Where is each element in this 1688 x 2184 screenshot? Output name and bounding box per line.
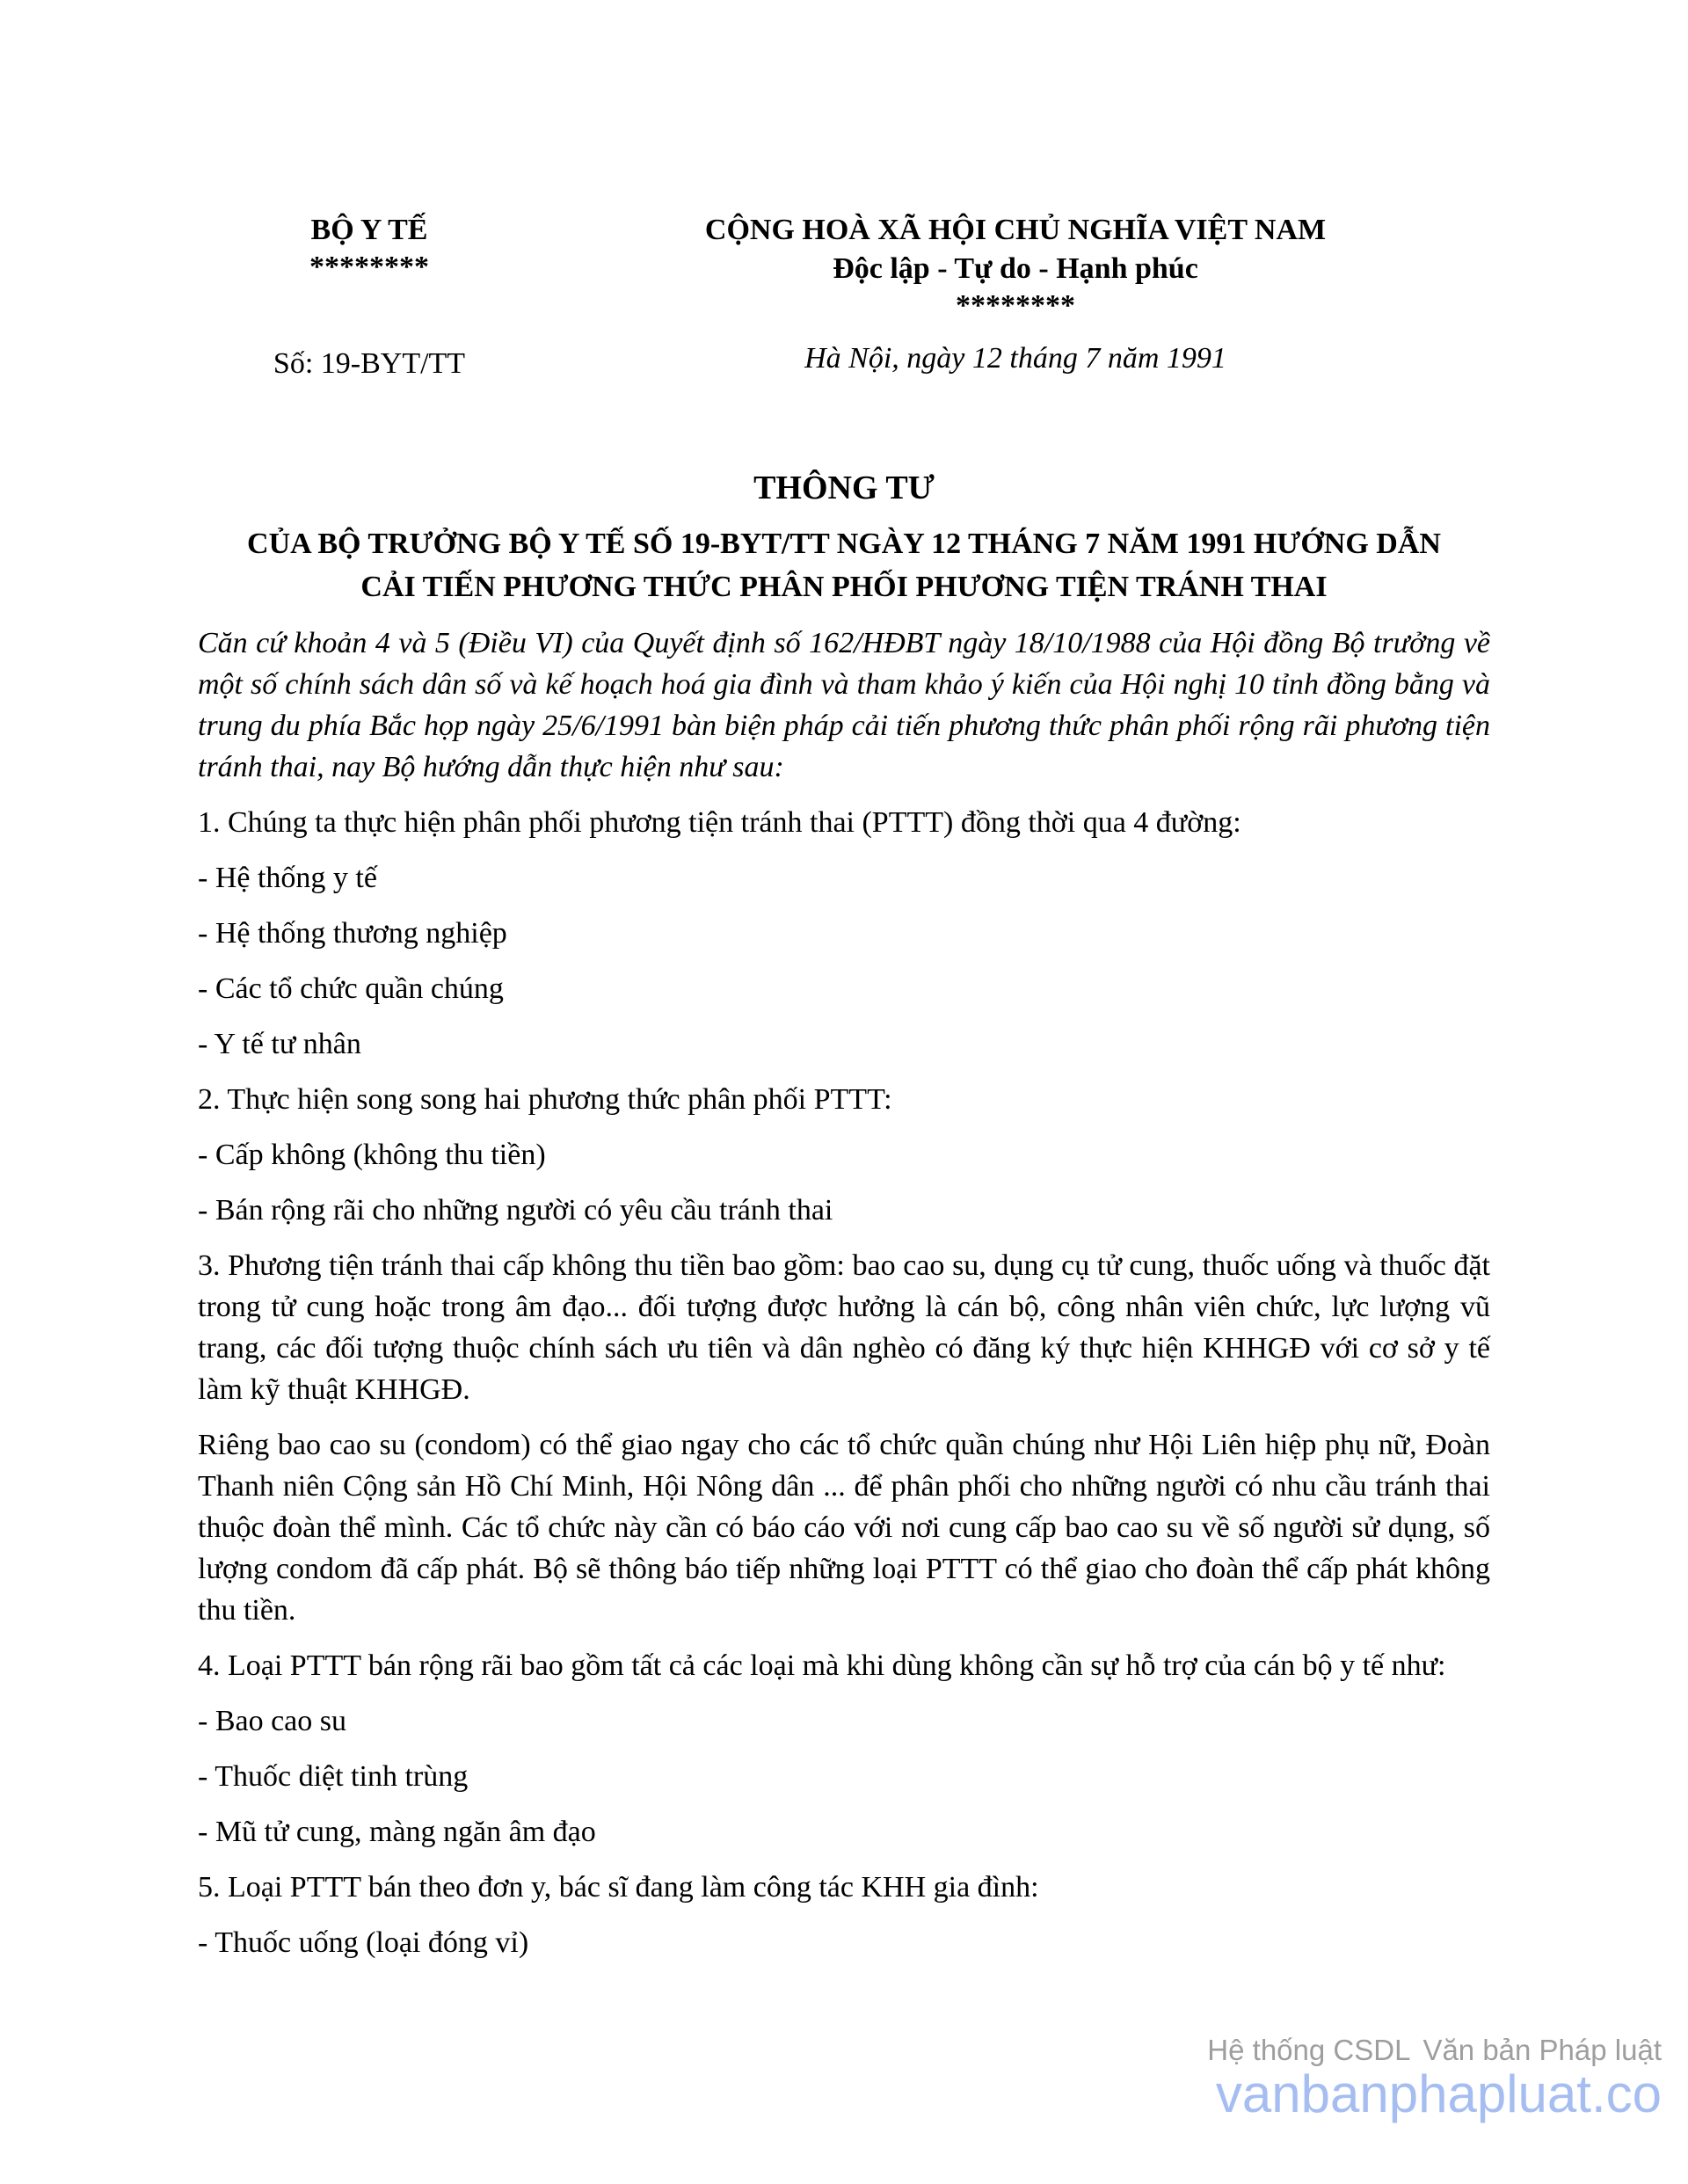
section-3-paragraph-2: Riêng bao cao su (condom) có thể giao ngay cho các tổ chức quần chúng như Hội Liên hiệp phụ nữ, Đoàn Thanh niên Cộng sản Hồ Chí Minh, Hội Nông dân ... để phân phối cho những người có nhu cầu tránh thai thuộc đoàn thể mình. Các tổ chức này cần có báo cáo với nơi cung cấp bao cao su về số người sử dụng, số lượng condom đã cấp phát. Bộ sẽ thông báo tiếp những loại PTTT có thể giao cho đoàn thể cấp phát không thu tiền. [198, 1429, 1490, 1627]
document-header [198, 211, 1490, 383]
section-1-bullet-3: - Các tổ chức quần chúng [198, 972, 504, 1005]
section-4-heading: 4. Loại PTTT bán rộng rãi bao gồm tất cả các loại mà khi dùng không cần sự hỗ trợ của cán bộ y tế như: [198, 1649, 1446, 1682]
watermark-category: Văn bản Pháp luật [1422, 2034, 1662, 2066]
section-5-heading: 5. Loại PTTT bán theo đơn y, bác sĩ đang làm công tác KHH gia đình: [198, 1871, 1039, 1904]
section-4-bullet-3: - Mũ tử cung, màng ngăn âm đạo [198, 1816, 596, 1848]
section-1-bullet-1: - Hệ thống y tế [198, 862, 377, 894]
watermark-source-label [1207, 2035, 1662, 2066]
document-subtitle-line1: CỦA BỘ TRƯỞNG BỘ Y TẾ SỐ 19-BYT/TT NGÀY 12 THÁNG 7 NĂM 1991 HƯỚNG DẪN [247, 528, 1441, 560]
place-and-date: Hà Nội, ngày 12 tháng 7 năm 1991 [804, 342, 1226, 375]
preamble: Căn cứ khoản 4 và 5 (Điều VI) của Quyết định số 162/HĐBT ngày 18/10/1988 của Hội đồng Bộ trưởng về một số chính sách dân số và kế hoạch hoá gia đình và tham khảo ý kiến của Hội nghị 10 tỉnh đồng bằng và trung du phía Bắc họp ngày 25/6/1991 bàn biện pháp cải tiến phương thức phân phối rộng rãi phương tiện tránh thai, nay Bộ hướng dẫn thực hiện như sau: [198, 627, 1490, 783]
section-4-bullet-1: - Bao cao su [198, 1705, 347, 1737]
section-5-bullet-1: - Thuốc uống (loại đóng vỉ) [198, 1926, 529, 1959]
section-2-heading: 2. Thực hiện song song hai phương thức phân phối PTTT: [198, 1083, 892, 1116]
section-4-bullet-2: - Thuốc diệt tinh trùng [198, 1760, 469, 1793]
watermark [1207, 2035, 1662, 2121]
national-name: CỘNG HOÀ XÃ HỘI CHỦ NGHĨA VIỆT NAM [704, 214, 1327, 246]
national-header-block [541, 211, 1490, 383]
document-subtitle-line2: CẢI TIẾN PHƯƠNG THỨC PHÂN PHỐI PHƯƠNG TIỆN TRÁNH THAI [360, 571, 1328, 603]
issuing-org-block [198, 211, 541, 383]
watermark-site-url: vanbanphapluat.co [1215, 2064, 1662, 2123]
section-1-bullet-2: - Hệ thống thương nghiệp [198, 917, 507, 950]
section-1-bullet-4: - Y tế tư nhân [198, 1028, 361, 1060]
issuing-org-name: BỘ Y TẾ [310, 214, 428, 246]
section-2-bullet-2: - Bán rộng rãi cho những người có yêu cầu tránh thai [198, 1194, 833, 1227]
document-number: Số: 19-BYT/TT [273, 347, 466, 380]
national-separator: ******** [956, 289, 1075, 322]
watermark-system-name: Hệ thống CSDL [1207, 2034, 1411, 2066]
issuing-org-separator: ******** [309, 251, 429, 283]
document-subtitle [198, 522, 1490, 608]
section-3-paragraph-1: 3. Phương tiện tránh thai cấp không thu tiền bao gồm: bao cao su, dụng cụ tử cung, thuốc uống và thuốc đặt trong tử cung hoặc trong âm đạo... đối tượng được hưởng là cán bộ, công nhân viên chức, lực lượng vũ trang, các đối tượng thuộc chính sách ưu tiên và dân nghèo có đăng ký thực hiện KHHGĐ với cơ sở y tế làm kỹ thuật KHHGĐ. [198, 1249, 1490, 1406]
section-1-heading: 1. Chúng ta thực hiện phân phối phương tiện tránh thai (PTTT) đồng thời qua 4 đường: [198, 806, 1241, 839]
document-title: THÔNG TƯ [753, 470, 935, 506]
national-motto: Độc lập - Tự do - Hạnh phúc [833, 252, 1198, 285]
section-2-bullet-1: - Cấp không (không thu tiền) [198, 1139, 546, 1171]
